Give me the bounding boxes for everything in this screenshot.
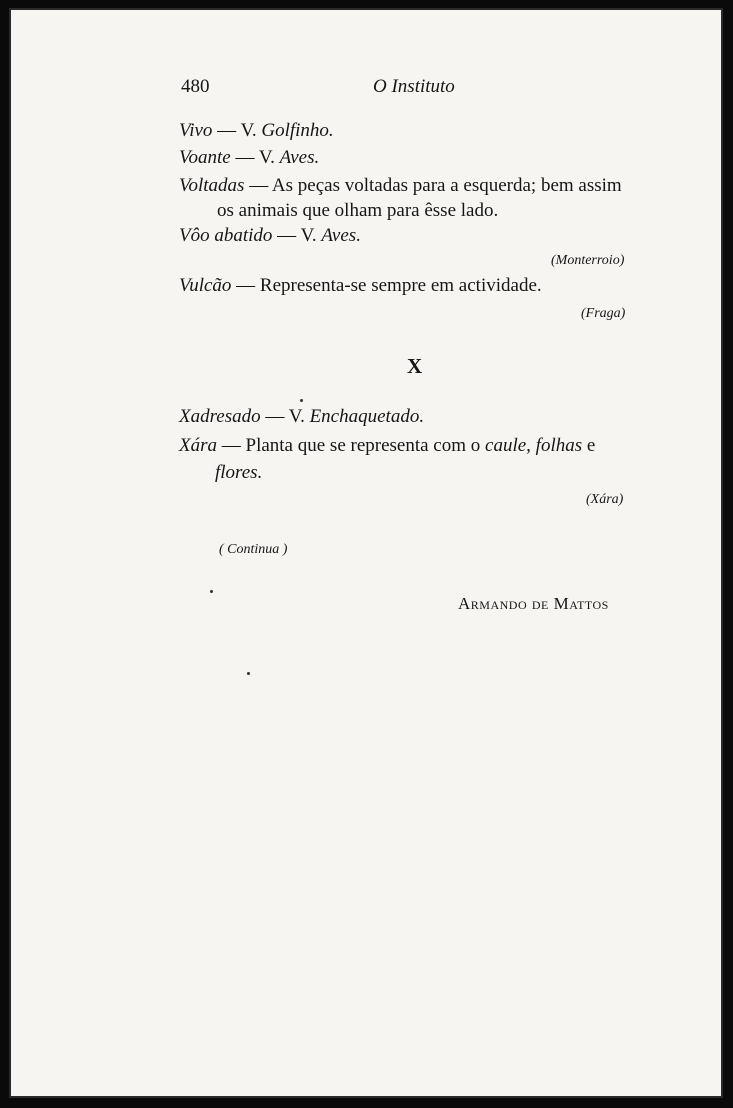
entry-ref: Aves. [321, 225, 361, 246]
entry-vulcao: Vulcão — Representa-se sempre em actividade. [179, 275, 542, 296]
ink-speck [247, 672, 250, 675]
entry-ref: Golfinho. [261, 120, 334, 141]
ink-speck [210, 590, 213, 593]
entry-ref: Enchaquetado. [309, 406, 425, 427]
source-xara: (Xára) [586, 492, 624, 507]
entry-term: Xadresado [179, 406, 261, 427]
entry-ref: Aves. [279, 147, 320, 168]
page-header [11, 76, 721, 106]
entry-term: Voltadas [179, 175, 245, 196]
entry-xara-continuation: flores. [215, 462, 263, 483]
source-monterroio: (Monterroio) [551, 253, 625, 268]
entry-vivo: Vivo — V. Golfinho. [179, 120, 334, 141]
document-page [9, 8, 723, 1098]
entry-term: Vulcão [179, 275, 232, 296]
entry-voltadas: Voltadas — As peças voltadas para a esquerda; bem assim [179, 175, 622, 196]
entry-term: Voante [179, 147, 231, 168]
author-signature: Armando de Mattos [458, 594, 609, 613]
entry-ref: caule, folhas [485, 435, 583, 456]
entry-voo-abatido: Vôo abatido — V. Aves. [179, 225, 361, 246]
page-number: 480 [181, 76, 210, 97]
entry-term: Vivo [179, 120, 213, 141]
entry-xadresado: Xadresado — V. Enchaquetado. [179, 406, 425, 427]
entry-xara: Xára — Planta que se representa com o caule, folhas e [179, 435, 596, 456]
entry-voante: Voante — V. Aves. [179, 147, 320, 168]
continua-note: ( Continua ) [219, 542, 288, 557]
ink-dot [300, 399, 303, 402]
entry-term: Xára [179, 435, 217, 456]
running-title: O Instituto [373, 76, 455, 97]
entry-term: Vôo abatido [179, 225, 273, 246]
section-letter: X [407, 354, 423, 378]
entry-voltadas-continuation: os animais que olham para êsse lado. [217, 200, 499, 221]
source-fraga: (Fraga) [581, 306, 626, 321]
